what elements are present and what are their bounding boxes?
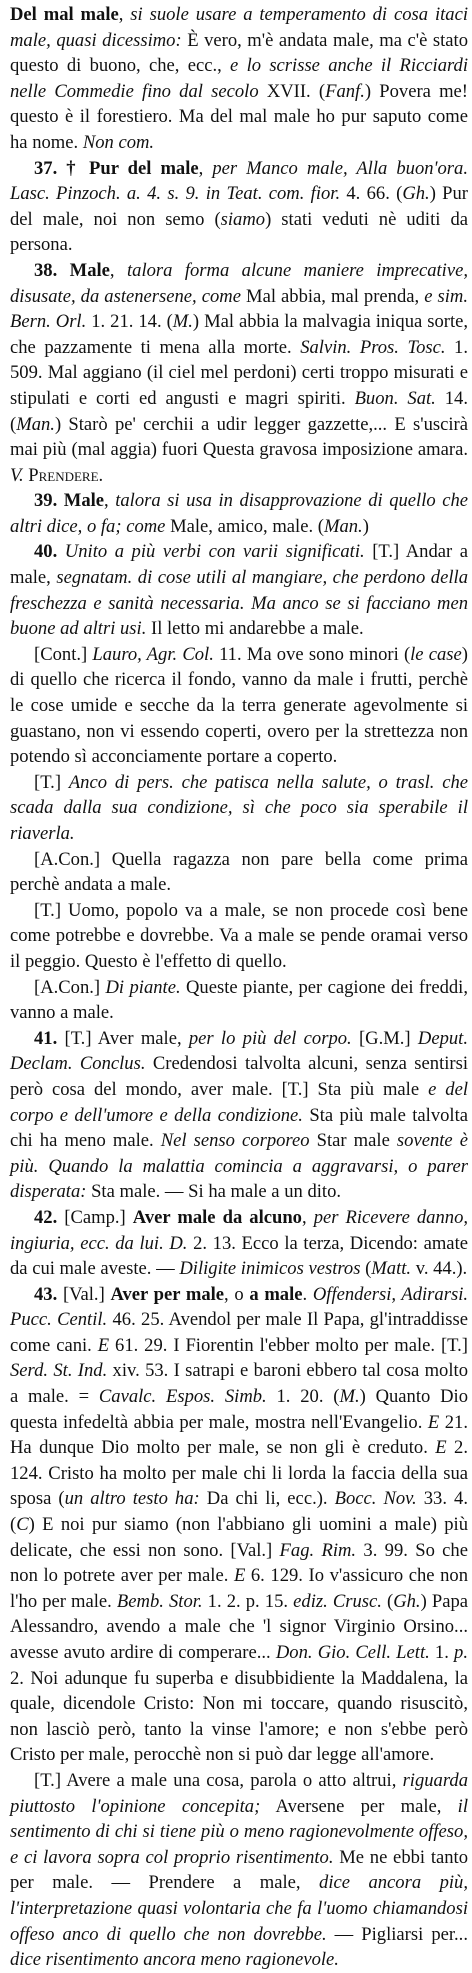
text-segment: [T.] Andar a male, xyxy=(10,541,469,589)
text-segment: — Pigliarsi per... xyxy=(326,1923,468,1945)
text-segment: 4. 66. ( xyxy=(340,183,403,205)
text-segment: C xyxy=(16,1514,29,1536)
text-segment: 1. 21. 14. ( xyxy=(86,311,173,333)
text-segment: ) Mal abbia la malvagia iniqua sorte, che pazzamente ti mena alla morte. xyxy=(10,311,469,358)
text-segment: Don. Gio. Cell. Lett. xyxy=(275,1642,430,1663)
text-segment: [A.Con.] Quella ragazza non pare bella come prima perchè andata a male. xyxy=(10,848,468,896)
text-segment: Male, amico, male. ( xyxy=(165,515,324,537)
text-segment: 3. 99. So che non lo potrete aver per male. xyxy=(10,1539,468,1587)
text-segment: 1. xyxy=(429,1642,455,1663)
text-segment: dice risentimento ancora meno ragionevole. xyxy=(10,1949,339,1971)
text-segment: ) xyxy=(362,515,369,537)
text-segment: , xyxy=(301,1206,314,1228)
dictionary-entry-paragraph xyxy=(10,1768,468,1973)
dictionary-entry-paragraph xyxy=(10,898,468,975)
text-segment: Serd. St. Ind. xyxy=(10,1360,108,1382)
text-segment: Man. xyxy=(323,515,363,537)
text-segment: 46. 25. Avendol per male Il Papa, gl'intraddisse come cani. xyxy=(10,1309,468,1356)
text-segment: M. xyxy=(339,1386,360,1408)
text-segment: ) Papa Alessandro, avendo a male che 'l signor Virginio Orsino... avesse avuto ardire di comperare... xyxy=(10,1590,469,1663)
text-segment: E xyxy=(233,1565,246,1587)
text-segment: [Val.] xyxy=(62,1283,111,1305)
text-segment: Del mal male xyxy=(10,4,119,25)
dictionary-entry-paragraph xyxy=(10,258,468,488)
text-segment: 41. xyxy=(34,1027,65,1049)
text-segment: Matt. xyxy=(371,1258,412,1280)
text-segment: Sta male. — Si ha male a un dito. xyxy=(86,1181,342,1203)
text-segment: ) stati veduti nè uditi da persona. xyxy=(10,208,468,256)
text-segment: [A.Con.] xyxy=(34,976,106,998)
text-segment: segnatam. di cose utili al mangiare, che perdono della freschezza e sanità necessaria. Ma anco se si facciano men buone ad altri usi. xyxy=(10,567,468,640)
text-segment: Prendere. xyxy=(23,464,104,486)
text-segment: [T.] Uomo, popolo va a male, se non procede così bene come potrebbe e dovrebbe. Va a male se pende oramai verso il peggio. Questo è l'effetto di quello. xyxy=(10,899,468,972)
dictionary-entry-paragraph xyxy=(10,1205,468,1282)
text-segment: le case xyxy=(410,643,462,665)
text-segment: [Camp.] xyxy=(64,1206,133,1228)
dictionary-entry-paragraph xyxy=(10,847,468,898)
text-segment: Aver male da alcuno xyxy=(132,1206,302,1228)
text-segment: Il letto mi andarebbe a male. xyxy=(146,618,364,640)
text-segment: 11. Ma ove sono minori ( xyxy=(213,643,411,665)
text-segment: Queste piante, per cagione dei freddi, vanno a male. xyxy=(10,976,468,1024)
text-segment: per lo più del corpo. xyxy=(188,1027,352,1049)
text-segment: Deput. Declam. Conclus. xyxy=(10,1027,468,1075)
text-segment: Aver per male xyxy=(110,1283,225,1305)
text-segment: Man. xyxy=(16,413,55,435)
text-segment: 2. 13. Ecco la terza, Dicendo: amate da cui male aveste. — xyxy=(10,1232,468,1280)
text-segment: Salvin. Pros. Tosc. xyxy=(300,336,446,358)
text-segment: 40. xyxy=(34,541,65,563)
text-segment: ( xyxy=(360,1258,372,1280)
text-segment: Diligite inimicos vestros xyxy=(179,1258,361,1280)
text-segment: sovente è più. Quando la malattia comincia a aggravarsi, o parer disperata: xyxy=(10,1130,469,1203)
text-segment: a male xyxy=(249,1283,303,1305)
text-segment: Credendosi talvolta alcuni, senza sentirsi però cosa del mondo, aver male. [T.] Sta più male xyxy=(10,1053,468,1100)
text-segment: Bemb. Stor. xyxy=(116,1590,203,1612)
text-segment: Unito a più verbi con varii significati. xyxy=(64,541,365,563)
text-segment: Da chi li, ecc.). xyxy=(199,1488,335,1510)
text-segment: un altro testo ha: xyxy=(64,1488,200,1510)
text-segment: Anco di pers. che patisca nella salute, o trasl. che scada dalla sua condizione, sì che poco sia sperabile il riaverla. xyxy=(10,771,468,844)
text-segment: e lo scrisse anche il Ricciardi nelle Commedie fino dal secolo xyxy=(10,55,468,102)
dictionary-entry-paragraph xyxy=(10,770,468,847)
text-segment: Gh. xyxy=(393,1590,421,1612)
text-segment: Fanf. xyxy=(325,80,365,102)
text-segment: ) di quello che ricerca il fondo, vanno da male i frutti, perchè le cose umide e secche da la terra generate agevolmente si guastano, non vi essendo coperti, overo per la strettezza non potendo sì acconciamente portare a coperto. xyxy=(10,643,468,768)
text-segment: [T.] xyxy=(34,771,69,793)
dictionary-entry-paragraph xyxy=(10,156,468,258)
text-segment: 39. Male xyxy=(34,490,105,512)
text-segment: V. xyxy=(10,464,24,486)
text-segment: 21. Ha dunque Dio molto per male, se non gli è creduto. xyxy=(10,1411,468,1459)
text-segment: 1. 509. Mal aggiano (il ciel mel perdoni) certi troppo misurati e stipulati e corti ed angusti e magri spiriti. xyxy=(10,336,469,409)
text-segment: [G.M.] xyxy=(351,1027,418,1049)
text-segment: E xyxy=(427,1411,440,1433)
text-segment: , xyxy=(109,259,127,281)
text-segment: 42. xyxy=(34,1206,65,1228)
text-segment: ) Povera me! questo è il forestiero. Ma del mal male ho pur saputo come ha nome. xyxy=(10,80,468,153)
text-segment: e sim. Bern. Orl. xyxy=(10,285,468,333)
text-segment: per Manco male, Alla buon'ora. Lasc. Pinzoch. a. 4. s. 9. in Teat. com. fior. xyxy=(10,157,468,205)
text-segment: v. 44.). xyxy=(411,1258,468,1280)
text-segment: p. xyxy=(454,1642,468,1663)
dictionary-entry-paragraph xyxy=(10,2,468,156)
text-segment: per Ricevere danno, ingiuria, ecc. da lui. D. xyxy=(10,1206,469,1254)
text-segment: riguarda piuttosto l'opinione concepita; xyxy=(10,1769,468,1817)
text-segment: ) Pur del male, noi non semo ( xyxy=(10,183,469,230)
text-segment: [Cont.] xyxy=(34,643,93,665)
text-segment: [T.] Aver male, xyxy=(64,1027,189,1049)
dictionary-entry-paragraph xyxy=(10,1026,468,1205)
text-segment: , xyxy=(104,490,116,512)
text-segment: Offendersi, Adirarsi. Pucc. Centil. xyxy=(10,1283,469,1331)
text-segment: 61. 29. I Fiorentin l'ebber molto per male. [T.] xyxy=(109,1334,468,1356)
text-segment: E xyxy=(97,1334,110,1356)
text-segment: Bocc. Nov. xyxy=(334,1488,417,1510)
text-segment: 33. 4. ( xyxy=(10,1488,468,1536)
text-segment: 2. Noi adunque fu superba e disubbidiente la Maddalena, la quale, dicendole Cristo: Non mi toccare, quando risuscitò, non lasciò però, tanto la vinse l'amore; e non s'ebbe però Cristo per male, perocchè non si può dar legge all'amore. xyxy=(10,1667,468,1766)
text-segment: talora si usa in disapprovazione di quello che altri dice, o fa; come xyxy=(10,490,468,537)
text-segment: Cavalc. Espos. Simb. xyxy=(98,1386,267,1408)
dictionary-entry-paragraph xyxy=(10,642,468,770)
text-segment: Di piante. xyxy=(105,976,181,998)
text-segment: 38. Male xyxy=(34,259,110,281)
text-segment: xiv. 53. I satrapi e baroni ebbero tal cosa molto a male. = xyxy=(10,1360,468,1408)
text-segment: 1. 2. p. 15. xyxy=(202,1590,294,1612)
text-segment: siamo xyxy=(220,208,266,230)
text-segment: Gh. xyxy=(402,183,430,205)
text-segment: 1. 20. ( xyxy=(266,1386,340,1408)
text-segment: , o xyxy=(224,1283,250,1305)
text-segment: ediz. Crusc. xyxy=(293,1590,382,1612)
text-segment: ( xyxy=(381,1590,394,1612)
text-segment: 14. ( xyxy=(10,387,468,435)
text-segment: Sta più male talvolta chi ha meno male. xyxy=(10,1104,468,1152)
text-segment: M. xyxy=(172,311,193,333)
text-segment: Buon. Sat. xyxy=(354,387,436,409)
dictionary-entry-paragraph xyxy=(10,539,468,641)
text-segment: È vero, m'è andata male, ma c'è stato questo di buono, che, ecc., xyxy=(10,29,468,77)
text-segment: E xyxy=(435,1437,447,1459)
dictionary-entry-paragraph xyxy=(10,488,468,539)
text-segment: XVII. ( xyxy=(258,80,326,102)
text-segment: e del corpo e dell'umore e della condizione. xyxy=(10,1078,468,1126)
text-segment: talora forma alcune maniere imprecative, disusate, da astenersene, come xyxy=(10,259,469,307)
text-segment: Non com. xyxy=(82,131,155,153)
text-segment: Fag. Rim. xyxy=(279,1539,357,1561)
dictionary-entry-paragraph xyxy=(10,975,468,1026)
text-segment: ) Starò pe' cerchii a udir legger gazzette,... E s'uscirà mai più (mal aggia) fuori Questa gravosa imposizione amara. xyxy=(10,413,468,461)
text-segment: [T.] Avere a male una cosa, parola o atto altrui, xyxy=(34,1769,403,1791)
text-segment: si suole usare a temperamento di cosa itaci male, quasi dicessimo: xyxy=(10,4,468,51)
text-segment: ) Quanto Dio questa infedeltà abbia per male, mostra nell'Evangelio. xyxy=(10,1386,468,1433)
text-segment: . xyxy=(302,1283,313,1305)
text-segment: ) E noi pur siamo (non l'abbiano gli uomini a male) più delicate, che essi non sono. [Val.] xyxy=(10,1514,468,1561)
text-segment: Aversene per male, xyxy=(260,1795,458,1817)
text-segment: Star male xyxy=(309,1130,397,1152)
text-segment: Me ne ebbi tanto per male. — Prendere a male, xyxy=(10,1846,468,1894)
text-segment: 43. xyxy=(34,1283,63,1305)
text-segment: Mal abbia, mal prenda, xyxy=(240,285,425,307)
dictionary-entry-paragraph xyxy=(10,1282,468,1768)
text-segment: 2. 124. Cristo ha molto per male chi li lorda la faccia della sua sposa ( xyxy=(10,1437,469,1510)
text-segment: dice ancora più, l'interpretazione quasi volontaria che fa l'uomo chiamandosi offeso anco di quello che non dovrebbe. xyxy=(10,1872,468,1945)
text-segment: 6. 129. Io v'assicuro che non l'ho per male. xyxy=(10,1565,469,1612)
text-segment: , xyxy=(198,157,213,179)
text-segment: Lauro, Agr. Col. xyxy=(92,643,214,665)
text-segment: , xyxy=(118,4,131,25)
text-segment: Nel senso corporeo xyxy=(160,1130,310,1152)
text-segment: 37. † Pur del male xyxy=(34,157,199,179)
text-segment: il sentimento di chi si tiene più o meno ragionevolmente offeso, e ci lavora sopra col proprio risentimento. xyxy=(10,1795,468,1868)
